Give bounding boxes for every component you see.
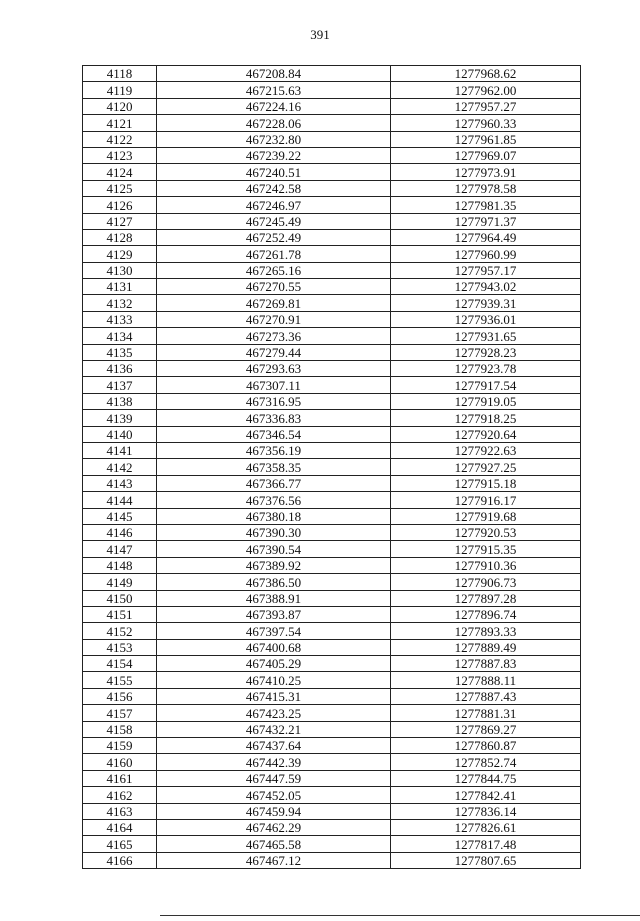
y-coordinate-cell: 1277922.63: [391, 442, 581, 458]
x-coordinate-cell: 467358.35: [157, 459, 391, 475]
y-coordinate-cell: 1277897.28: [391, 590, 581, 606]
point-number-cell: 4127: [83, 213, 157, 229]
x-coordinate-cell: 467423.25: [157, 705, 391, 721]
table-row: [83, 852, 581, 868]
x-coordinate-cell: 467270.55: [157, 279, 391, 295]
point-number-cell: 4133: [83, 311, 157, 327]
table-row: [83, 197, 581, 213]
y-coordinate-cell: 1277920.53: [391, 524, 581, 540]
table-row: [83, 639, 581, 655]
x-coordinate-cell: 467459.94: [157, 803, 391, 819]
x-coordinate-cell: 467400.68: [157, 639, 391, 655]
x-coordinate-cell: 467437.64: [157, 738, 391, 754]
y-coordinate-cell: 1277906.73: [391, 574, 581, 590]
table-row: [83, 279, 581, 295]
x-coordinate-cell: 467224.16: [157, 98, 391, 114]
y-coordinate-cell: 1277936.01: [391, 311, 581, 327]
table-row: [83, 393, 581, 409]
x-coordinate-cell: 467232.80: [157, 131, 391, 147]
y-coordinate-cell: 1277957.27: [391, 98, 581, 114]
table-row: [83, 508, 581, 524]
point-number-cell: 4119: [83, 82, 157, 98]
table-row: [83, 82, 581, 98]
point-number-cell: 4149: [83, 574, 157, 590]
x-coordinate-cell: 467467.12: [157, 852, 391, 868]
point-number-cell: 4130: [83, 262, 157, 278]
table-row: [83, 672, 581, 688]
y-coordinate-cell: 1277943.02: [391, 279, 581, 295]
y-coordinate-cell: 1277917.54: [391, 377, 581, 393]
table-row: [83, 656, 581, 672]
point-number-cell: 4157: [83, 705, 157, 721]
y-coordinate-cell: 1277869.27: [391, 721, 581, 737]
point-number-cell: 4132: [83, 295, 157, 311]
table-row: [83, 705, 581, 721]
y-coordinate-cell: 1277919.05: [391, 393, 581, 409]
point-number-cell: 4125: [83, 180, 157, 196]
x-coordinate-cell: 467261.78: [157, 246, 391, 262]
y-coordinate-cell: 1277964.49: [391, 229, 581, 245]
point-number-cell: 4162: [83, 787, 157, 803]
y-coordinate-cell: 1277931.65: [391, 328, 581, 344]
table-row: [83, 344, 581, 360]
footer-rule: [160, 915, 640, 916]
point-number-cell: 4159: [83, 738, 157, 754]
x-coordinate-cell: 467215.63: [157, 82, 391, 98]
point-number-cell: 4139: [83, 410, 157, 426]
y-coordinate-cell: 1277961.85: [391, 131, 581, 147]
x-coordinate-cell: 467386.50: [157, 574, 391, 590]
point-number-cell: 4140: [83, 426, 157, 442]
point-number-cell: 4138: [83, 393, 157, 409]
point-number-cell: 4124: [83, 164, 157, 180]
x-coordinate-cell: 467228.06: [157, 115, 391, 131]
table-row: [83, 721, 581, 737]
point-number-cell: 4136: [83, 361, 157, 377]
x-coordinate-cell: 467380.18: [157, 508, 391, 524]
y-coordinate-cell: 1277978.58: [391, 180, 581, 196]
point-number-cell: 4141: [83, 442, 157, 458]
table-row: [83, 541, 581, 557]
point-number-cell: 4147: [83, 541, 157, 557]
point-number-cell: 4150: [83, 590, 157, 606]
x-coordinate-cell: 467389.92: [157, 557, 391, 573]
table-row: [83, 262, 581, 278]
table-row: [83, 213, 581, 229]
point-number-cell: 4161: [83, 770, 157, 786]
point-number-cell: 4121: [83, 115, 157, 131]
table-row: [83, 66, 581, 82]
x-coordinate-cell: 467269.81: [157, 295, 391, 311]
table-row: [83, 590, 581, 606]
table-row: [83, 787, 581, 803]
table-row: [83, 311, 581, 327]
table-row: [83, 492, 581, 508]
x-coordinate-cell: 467307.11: [157, 377, 391, 393]
x-coordinate-cell: 467279.44: [157, 344, 391, 360]
y-coordinate-cell: 1277842.41: [391, 787, 581, 803]
y-coordinate-cell: 1277919.68: [391, 508, 581, 524]
y-coordinate-cell: 1277960.33: [391, 115, 581, 131]
point-number-cell: 4137: [83, 377, 157, 393]
y-coordinate-cell: 1277928.23: [391, 344, 581, 360]
point-number-cell: 4155: [83, 672, 157, 688]
x-coordinate-cell: 467240.51: [157, 164, 391, 180]
point-number-cell: 4118: [83, 66, 157, 82]
y-coordinate-cell: 1277968.62: [391, 66, 581, 82]
y-coordinate-cell: 1277889.49: [391, 639, 581, 655]
x-coordinate-cell: 467465.58: [157, 836, 391, 852]
y-coordinate-cell: 1277916.17: [391, 492, 581, 508]
x-coordinate-cell: 467270.91: [157, 311, 391, 327]
point-number-cell: 4163: [83, 803, 157, 819]
table-row: [83, 819, 581, 835]
table-row: [83, 738, 581, 754]
coordinates-table: [82, 65, 581, 869]
x-coordinate-cell: 467442.39: [157, 754, 391, 770]
x-coordinate-cell: 467393.87: [157, 606, 391, 622]
point-number-cell: 4120: [83, 98, 157, 114]
table-row: [83, 147, 581, 163]
x-coordinate-cell: 467346.54: [157, 426, 391, 442]
y-coordinate-cell: 1277939.31: [391, 295, 581, 311]
x-coordinate-cell: 467410.25: [157, 672, 391, 688]
table-row: [83, 410, 581, 426]
table-row: [83, 557, 581, 573]
x-coordinate-cell: 467397.54: [157, 623, 391, 639]
point-number-cell: 4153: [83, 639, 157, 655]
x-coordinate-cell: 467208.84: [157, 66, 391, 82]
point-number-cell: 4165: [83, 836, 157, 852]
table-row: [83, 180, 581, 196]
point-number-cell: 4129: [83, 246, 157, 262]
point-number-cell: 4143: [83, 475, 157, 491]
x-coordinate-cell: 467239.22: [157, 147, 391, 163]
table-row: [83, 377, 581, 393]
point-number-cell: 4166: [83, 852, 157, 868]
x-coordinate-cell: 467376.56: [157, 492, 391, 508]
table-row: [83, 361, 581, 377]
x-coordinate-cell: 467462.29: [157, 819, 391, 835]
coordinates-table-body: [83, 66, 581, 869]
table-row: [83, 295, 581, 311]
table-row: [83, 574, 581, 590]
y-coordinate-cell: 1277826.61: [391, 819, 581, 835]
x-coordinate-cell: 467252.49: [157, 229, 391, 245]
point-number-cell: 4123: [83, 147, 157, 163]
y-coordinate-cell: 1277969.07: [391, 147, 581, 163]
y-coordinate-cell: 1277960.99: [391, 246, 581, 262]
point-number-cell: 4156: [83, 688, 157, 704]
point-number-cell: 4148: [83, 557, 157, 573]
point-number-cell: 4154: [83, 656, 157, 672]
y-coordinate-cell: 1277852.74: [391, 754, 581, 770]
table-row: [83, 623, 581, 639]
x-coordinate-cell: 467356.19: [157, 442, 391, 458]
y-coordinate-cell: 1277817.48: [391, 836, 581, 852]
x-coordinate-cell: 467245.49: [157, 213, 391, 229]
x-coordinate-cell: 467242.58: [157, 180, 391, 196]
table-row: [83, 770, 581, 786]
point-number-cell: 4151: [83, 606, 157, 622]
x-coordinate-cell: 467405.29: [157, 656, 391, 672]
y-coordinate-cell: 1277860.87: [391, 738, 581, 754]
table-row: [83, 328, 581, 344]
y-coordinate-cell: 1277887.43: [391, 688, 581, 704]
x-coordinate-cell: 467447.59: [157, 770, 391, 786]
y-coordinate-cell: 1277836.14: [391, 803, 581, 819]
x-coordinate-cell: 467336.83: [157, 410, 391, 426]
point-number-cell: 4144: [83, 492, 157, 508]
table-row: [83, 426, 581, 442]
table-row: [83, 442, 581, 458]
y-coordinate-cell: 1277981.35: [391, 197, 581, 213]
point-number-cell: 4128: [83, 229, 157, 245]
y-coordinate-cell: 1277915.35: [391, 541, 581, 557]
table-row: [83, 754, 581, 770]
point-number-cell: 4135: [83, 344, 157, 360]
y-coordinate-cell: 1277927.25: [391, 459, 581, 475]
table-row: [83, 229, 581, 245]
x-coordinate-cell: 467390.30: [157, 524, 391, 540]
y-coordinate-cell: 1277918.25: [391, 410, 581, 426]
point-number-cell: 4131: [83, 279, 157, 295]
y-coordinate-cell: 1277887.83: [391, 656, 581, 672]
page-number: 391: [310, 27, 330, 42]
table-row: [83, 459, 581, 475]
y-coordinate-cell: 1277807.65: [391, 852, 581, 868]
y-coordinate-cell: 1277957.17: [391, 262, 581, 278]
y-coordinate-cell: 1277923.78: [391, 361, 581, 377]
point-number-cell: 4158: [83, 721, 157, 737]
point-number-cell: 4122: [83, 131, 157, 147]
point-number-cell: 4152: [83, 623, 157, 639]
x-coordinate-cell: 467265.16: [157, 262, 391, 278]
table-row: [83, 836, 581, 852]
y-coordinate-cell: 1277971.37: [391, 213, 581, 229]
point-number-cell: 4164: [83, 819, 157, 835]
point-number-cell: 4142: [83, 459, 157, 475]
y-coordinate-cell: 1277920.64: [391, 426, 581, 442]
x-coordinate-cell: 467390.54: [157, 541, 391, 557]
y-coordinate-cell: 1277910.36: [391, 557, 581, 573]
table-row: [83, 115, 581, 131]
x-coordinate-cell: 467366.77: [157, 475, 391, 491]
x-coordinate-cell: 467452.05: [157, 787, 391, 803]
y-coordinate-cell: 1277915.18: [391, 475, 581, 491]
table-row: [83, 131, 581, 147]
table-row: [83, 98, 581, 114]
x-coordinate-cell: 467293.63: [157, 361, 391, 377]
table-row: [83, 803, 581, 819]
point-number-cell: 4126: [83, 197, 157, 213]
y-coordinate-cell: 1277888.11: [391, 672, 581, 688]
point-number-cell: 4145: [83, 508, 157, 524]
x-coordinate-cell: 467415.31: [157, 688, 391, 704]
y-coordinate-cell: 1277893.33: [391, 623, 581, 639]
y-coordinate-cell: 1277973.91: [391, 164, 581, 180]
x-coordinate-cell: 467432.21: [157, 721, 391, 737]
y-coordinate-cell: 1277881.31: [391, 705, 581, 721]
x-coordinate-cell: 467388.91: [157, 590, 391, 606]
y-coordinate-cell: 1277962.00: [391, 82, 581, 98]
table-row: [83, 246, 581, 262]
table-row: [83, 164, 581, 180]
x-coordinate-cell: 467316.95: [157, 393, 391, 409]
point-number-cell: 4160: [83, 754, 157, 770]
x-coordinate-cell: 467273.36: [157, 328, 391, 344]
y-coordinate-cell: 1277896.74: [391, 606, 581, 622]
table-row: [83, 606, 581, 622]
x-coordinate-cell: 467246.97: [157, 197, 391, 213]
table-row: [83, 524, 581, 540]
y-coordinate-cell: 1277844.75: [391, 770, 581, 786]
point-number-cell: 4134: [83, 328, 157, 344]
table-row: [83, 475, 581, 491]
table-row: [83, 688, 581, 704]
point-number-cell: 4146: [83, 524, 157, 540]
